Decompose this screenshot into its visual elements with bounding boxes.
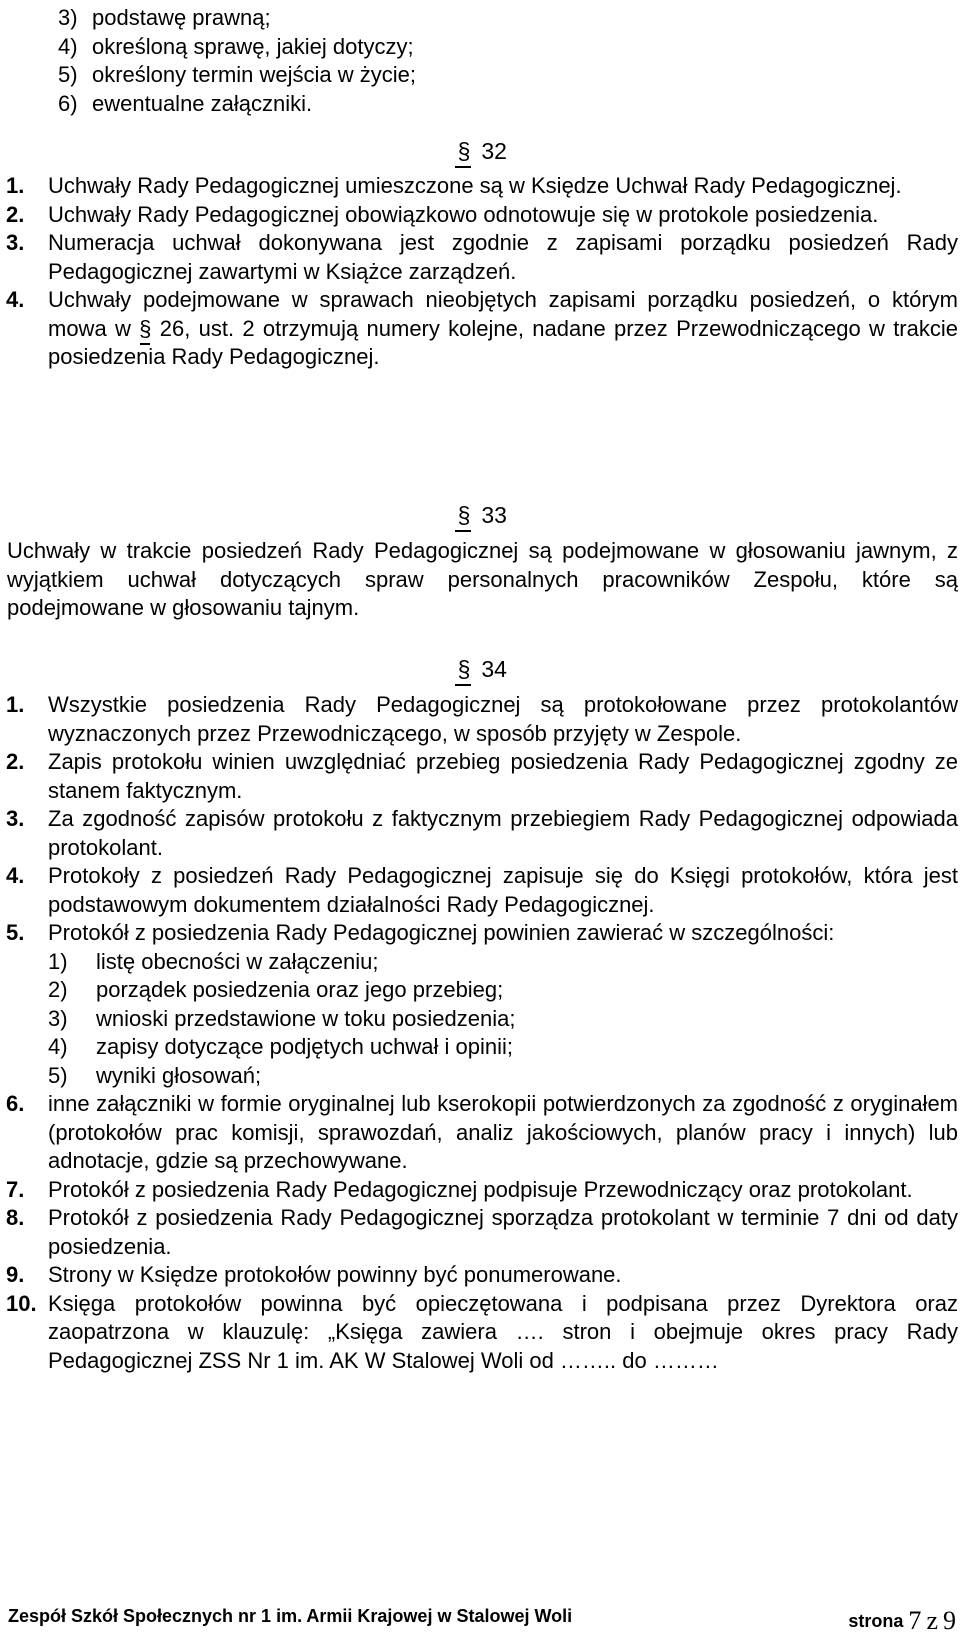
list-item: 4) określoną sprawę, jakiej dotyczy;	[58, 33, 414, 59]
paragraph-sign: §	[453, 655, 475, 683]
numbered-item: 7. Protokół z posiedzenia Rady Pedagogicznej podpisuje Przewodniczący oraz protokolant.	[6, 1176, 913, 1202]
numbered-item: 6. inne załączniki w formie oryginalnej lub kserokopii potwierdzonych za zgodność z oryginałem (protokołów prac komisji, sprawozdań, analiz jakościowych, planów pracy i innych) lub adnotacje, gdzie są przechowywane.	[6, 1091, 958, 1173]
section-33-body	[0, 537, 960, 623]
list-item: 4) zapisy dotyczące podjętych uchwał i opinii;	[48, 1034, 514, 1059]
list-item: 5) określony termin wejścia w życie;	[58, 62, 416, 87]
list-item: 3) wnioski przedstawione w toku posiedzenia;	[48, 1005, 516, 1031]
section-32-items	[0, 172, 960, 372]
section-heading-32	[0, 137, 960, 165]
list-item: 1) listę obecności w załączeniu;	[48, 948, 379, 974]
top-list	[58, 4, 416, 118]
numbered-item: 8. Protokół z posiedzenia Rady Pedagogicznej sporządza protokolant w terminie 7 dni od daty posiedzenia.	[6, 1205, 958, 1259]
paragraph: Uchwały w trakcie posiedzeń Rady Pedagogicznej są podejmowane w głosowaniu jawnym, z wyjątkiem uchwał dotyczących spraw personalnych pracowników Zespołu, które są podejmowane w głosowaniu tajnym.	[7, 538, 958, 620]
list-item: 6) ewentualne załączniki.	[58, 90, 313, 116]
list-item: 5) wyniki głosowań;	[48, 1062, 262, 1088]
numbered-item: 4. Uchwały podejmowane w sprawach nieobjętych zapisami porządku posiedzeń, o którym mowa w § 26, ust. 2 otrzymują numery kolejne, nadane przez Przewodniczącego w trakcie posiedzenia Rady Pedagogicznej.	[6, 287, 958, 369]
item-5-sublist	[0, 948, 960, 1091]
numbered-item: 4. Protokoły z posiedzeń Rady Pedagogicznej zapisuje się do Księgi protokołów, która jest podstawowym dokumentem działalności Rady Pedagogicznej.	[6, 863, 958, 917]
list-item: 3) podstawę prawną;	[58, 5, 271, 30]
section-number: 33	[481, 502, 507, 528]
numbered-item: 1. Uchwały Rady Pedagogicznej umieszczone są w Księdze Uchwał Rady Pedagogicznej.	[6, 173, 902, 198]
numbered-item: 3. Numeracja uchwał dokonywana jest zgodnie z zapisami porządku posiedzeń Rady Pedagogicznej zawartymi w Książce zarządzeń.	[6, 230, 958, 284]
section-number: 34	[481, 656, 507, 682]
page-footer	[8, 1606, 956, 1635]
section-number: 32	[481, 138, 507, 164]
numbered-item: 5. Protokół z posiedzenia Rady Pedagogicznej powinien zawierać w szczególności:	[6, 920, 835, 945]
section-heading-34	[0, 655, 960, 683]
page-number: strona 7 z 9	[848, 1606, 956, 1635]
numbered-item: 2. Zapis protokołu winien uwzględniać przebieg posiedzenia Rady Pedagogicznej zgodny ze stanem faktycznym.	[6, 749, 958, 803]
section-heading-33	[0, 501, 960, 529]
paragraph-sign: §	[453, 137, 475, 165]
section-34-items	[0, 691, 960, 1375]
numbered-item: 3. Za zgodność zapisów protokołu z faktycznym przebiegiem Rady Pedagogicznej odpowiada protokolant.	[6, 806, 958, 860]
footer-school-name: Zespół Szkół Społecznych nr 1 im. Armii Krajowej w Stalowej Woli	[8, 1606, 573, 1626]
numbered-item: 9. Strony w Księdze protokołów powinny być ponumerowane.	[6, 1262, 622, 1287]
paragraph-sign: §	[453, 501, 475, 529]
list-item: 2) porządek posiedzenia oraz jego przebieg;	[48, 977, 504, 1002]
paragraph-sign: §	[139, 315, 151, 344]
numbered-item: 10. Księga protokołów powinna być opieczętowana i podpisana przez Dyrektora oraz zaopatrzona w klauzulę: „Księga zawiera …. stron i obejmuje okres pracy Rady Pedagogicznej ZSS Nr 1 im. AK W Stalowej Woli od …….. do ………	[6, 1290, 958, 1373]
numbered-item: 1. Wszystkie posiedzenia Rady Pedagogicznej są protokołowane przez protokolantów wyznaczonych przez Przewodniczącego, w sposób przyjęty w Zespole.	[6, 692, 958, 746]
numbered-item: 2. Uchwały Rady Pedagogicznej obowiązkowo odnotowuje się w protokole posiedzenia.	[6, 201, 879, 227]
